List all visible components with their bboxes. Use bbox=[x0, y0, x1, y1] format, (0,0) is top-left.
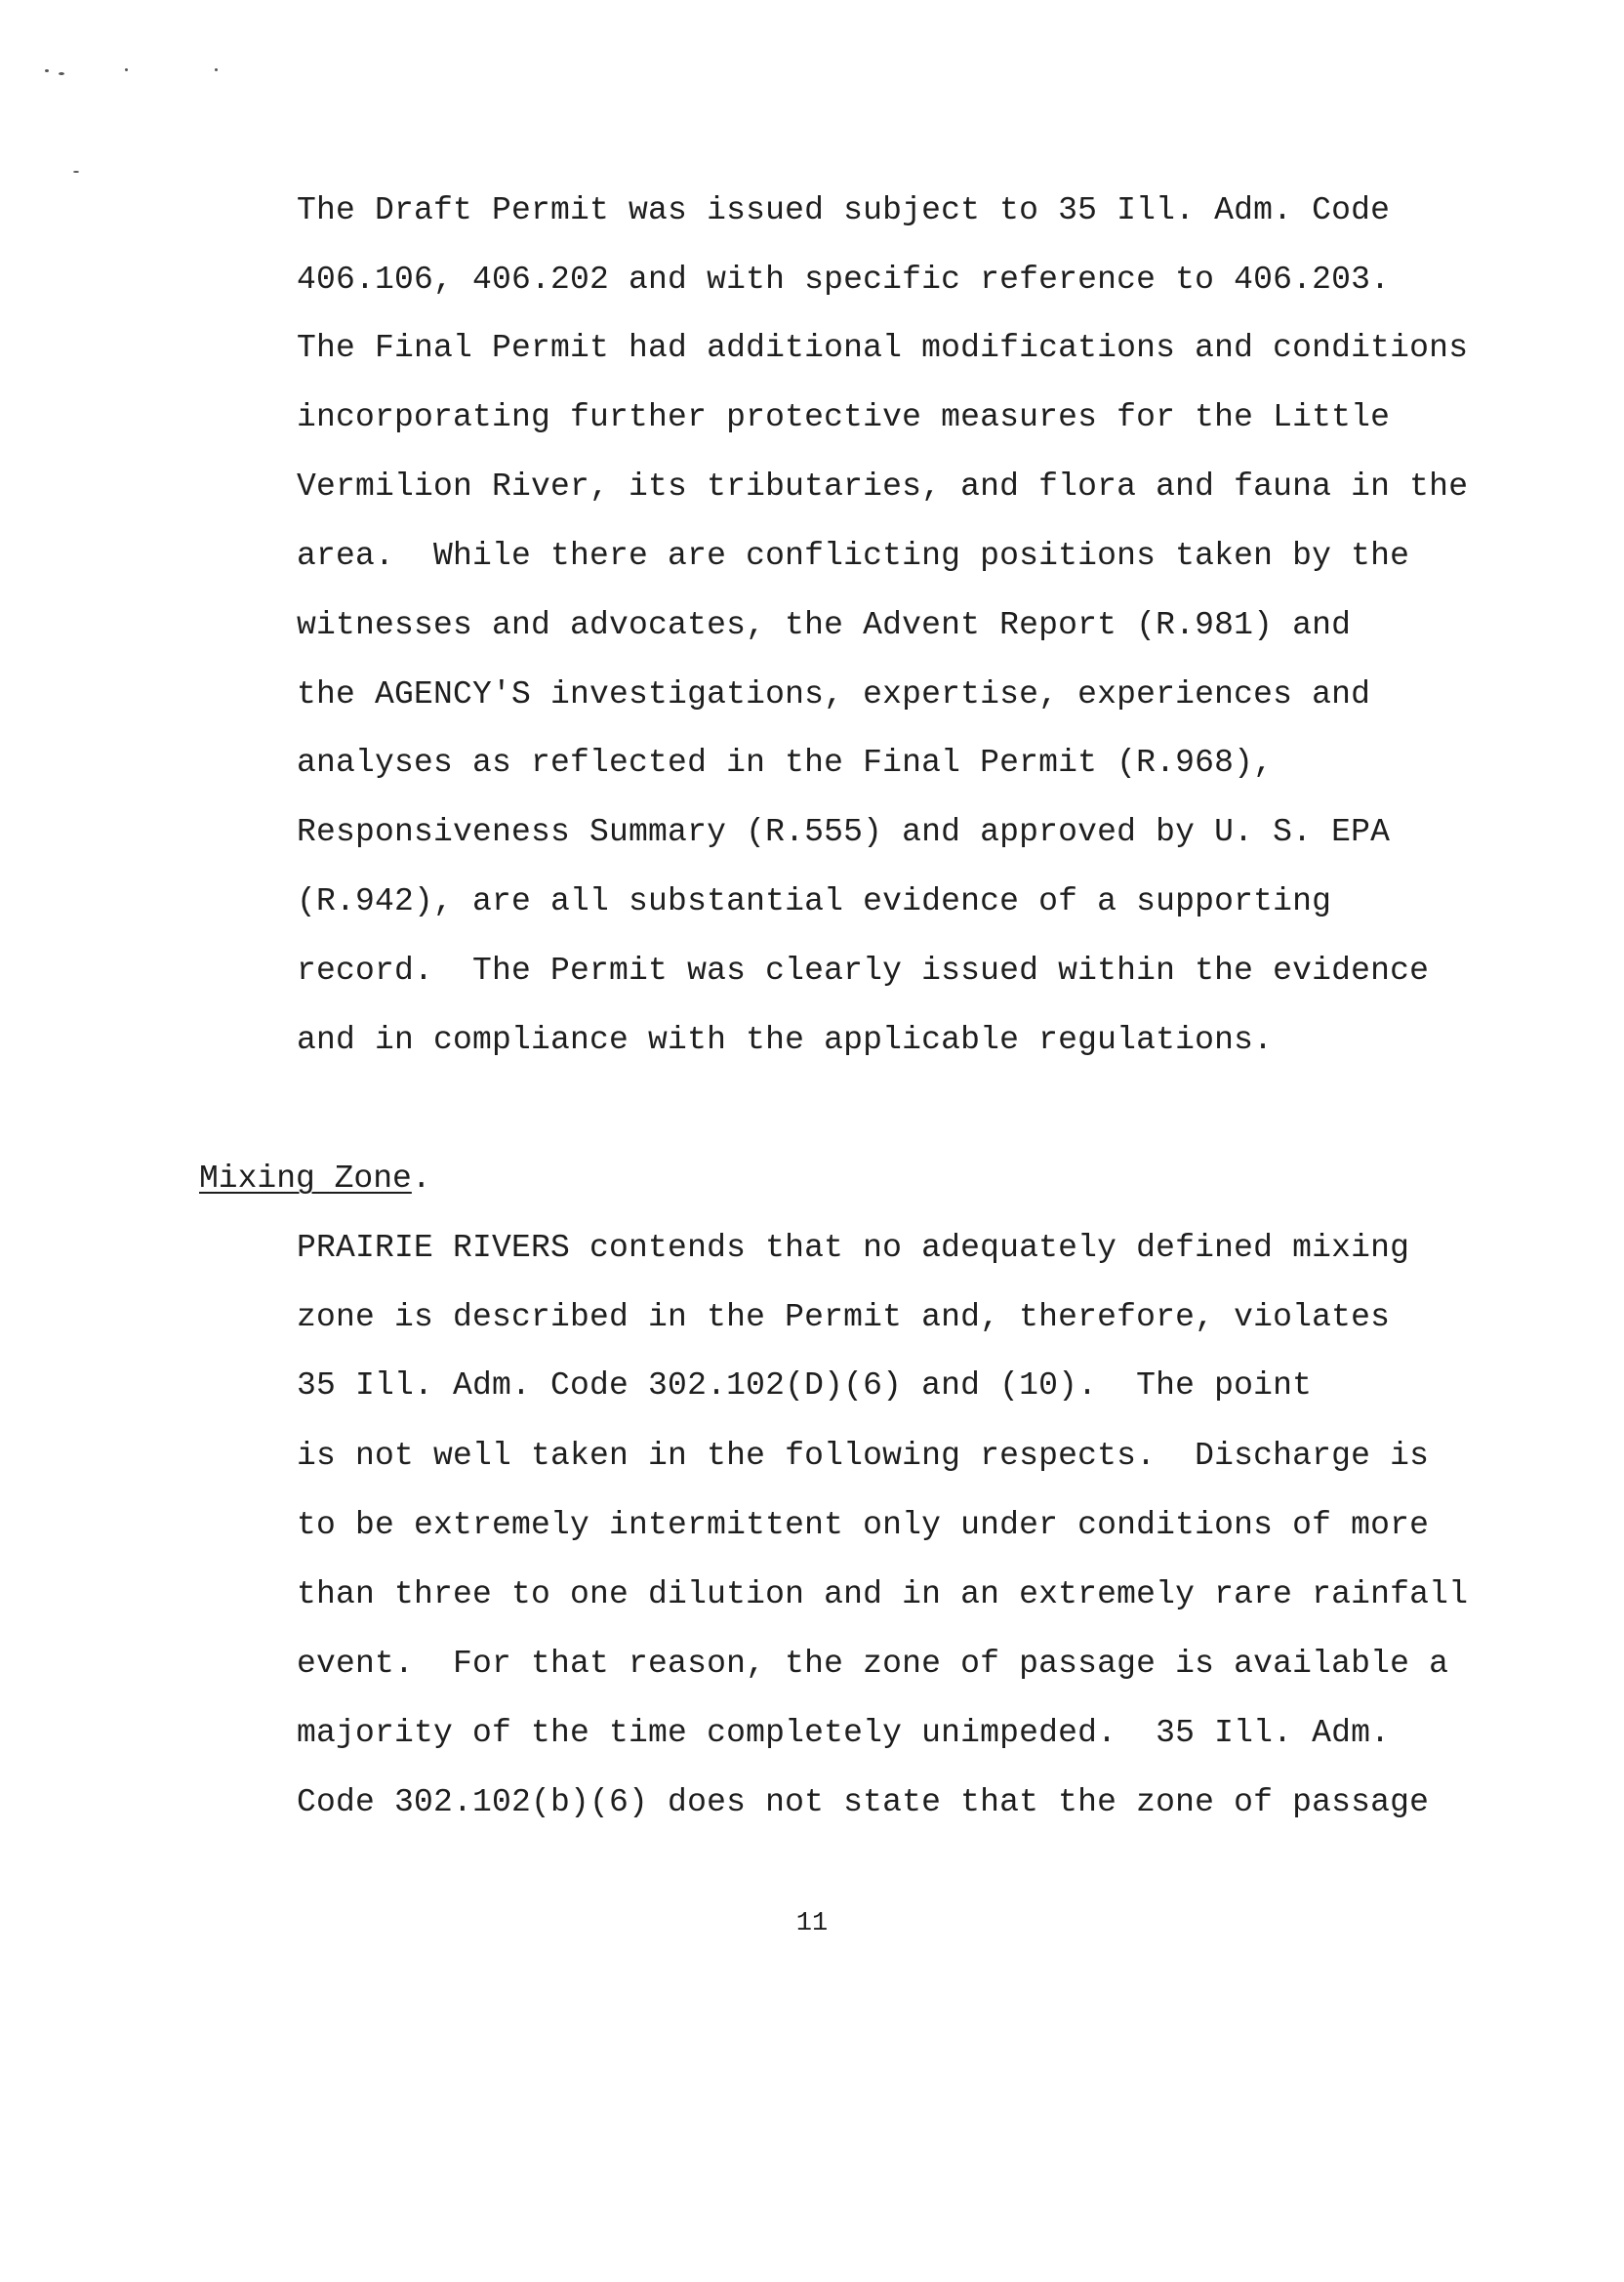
body-line: PRAIRIE RIVERS contends that no adequately defined mixing bbox=[297, 1230, 1410, 1266]
body-line: 35 Ill. Adm. Code 302.102(D)(6) and (10). The point bbox=[297, 1367, 1313, 1404]
page-number: 11 bbox=[795, 1909, 829, 1938]
body-line: is not well taken in the following respects. Discharge is bbox=[297, 1438, 1430, 1474]
body-line: record. The Permit was clearly issued within the evidence bbox=[297, 953, 1430, 989]
body-line: Responsiveness Summary (R.555) and approved by U. S. EPA bbox=[297, 814, 1391, 850]
section-heading bbox=[199, 1160, 431, 1199]
body-line: to be extremely intermittent only under conditions of more bbox=[297, 1507, 1430, 1543]
body-line: and in compliance with the applicable regulations. bbox=[297, 1022, 1274, 1058]
body-line: event. For that reason, the zone of passage is available a bbox=[297, 1646, 1449, 1682]
section-heading-title: Mixing Zone bbox=[199, 1161, 412, 1197]
body-line: area. While there are conflicting positions taken by the bbox=[297, 538, 1410, 574]
body-line: incorporating further protective measures for the Little bbox=[297, 399, 1391, 435]
body-line: (R.942), are all substantial evidence of a supporting bbox=[297, 883, 1332, 919]
section-heading-punct: . bbox=[411, 1161, 431, 1197]
body-line: the AGENCY'S investigations, expertise, experiences and bbox=[297, 676, 1371, 713]
body-line: Code 302.102(b)(6) does not state that the zone of passage bbox=[297, 1784, 1430, 1820]
body-line: majority of the time completely unimpeded. 35 Ill. Adm. bbox=[297, 1715, 1391, 1751]
body-line: zone is described in the Permit and, therefore, violates bbox=[297, 1299, 1391, 1335]
body-line: 406.106, 406.202 and with specific reference to 406.203. bbox=[297, 262, 1391, 298]
body-line: The Draft Permit was issued subject to 35 Ill. Adm. Code bbox=[297, 192, 1391, 228]
scan-speck bbox=[45, 69, 49, 72]
scan-speck bbox=[215, 68, 218, 71]
body-line: witnesses and advocates, the Advent Report (R.981) and bbox=[297, 607, 1352, 643]
body-line: Vermilion River, its tributaries, and flora and fauna in the bbox=[297, 469, 1469, 505]
scan-speck bbox=[73, 171, 79, 173]
scan-speck bbox=[125, 68, 128, 71]
scan-speck bbox=[59, 72, 64, 75]
body-line: The Final Permit had additional modifications and conditions bbox=[297, 330, 1469, 366]
body-line: analyses as reflected in the Final Permit (R.968), bbox=[297, 745, 1274, 781]
body-line: than three to one dilution and in an extremely rare rainfall bbox=[297, 1576, 1469, 1612]
